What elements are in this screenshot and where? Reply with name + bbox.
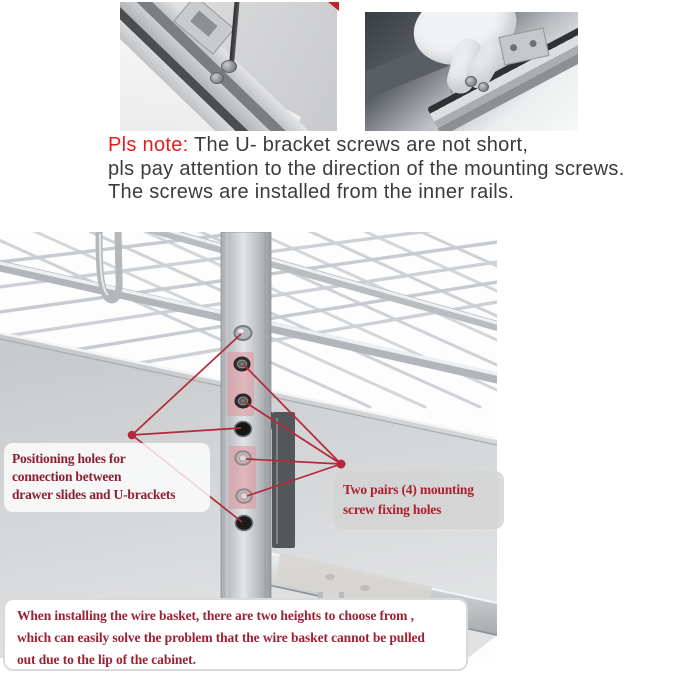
note-paragraph — [108, 134, 679, 205]
screw — [221, 60, 237, 73]
footer-line-3: out due to the lip of the cabinet. — [17, 652, 196, 667]
footer-note-box — [3, 598, 468, 671]
screw — [465, 76, 477, 87]
screw — [210, 72, 224, 84]
note-line-1: Pls note: The U- bracket screws are not short, — [108, 134, 529, 156]
footer-line-2: which can easily solve the problem that the wire basket cannot be pulled — [17, 630, 425, 645]
annotation-dot-left — [128, 431, 137, 440]
positioning-holes-label: Positioning holes for connection between drawer slides and U-brackets — [4, 443, 210, 512]
screw — [478, 82, 489, 92]
note-line-2: pls pay attention to the direction of the mounting screws. — [108, 157, 625, 180]
red-corner-marker — [328, 2, 339, 11]
mounting-screw-hole — [235, 394, 252, 409]
mounting-holes-label: Two pairs (4) mounting screw fixing holes — [334, 471, 504, 529]
mounting-screw-hole — [235, 451, 251, 465]
photo-drawer-slide-screwdriver — [120, 2, 337, 131]
photo-gloved-hand-screw — [365, 12, 578, 131]
note-line-3: The screws are installed from the inner rails. — [108, 181, 515, 203]
note-label: Pls note: — [108, 134, 189, 156]
screwdriver — [229, 2, 240, 64]
annotation-dot-right — [337, 460, 346, 469]
positioning-hole — [236, 516, 253, 531]
footer-line-1: When installing the wire basket, there are two heights to choose from , — [17, 608, 414, 623]
